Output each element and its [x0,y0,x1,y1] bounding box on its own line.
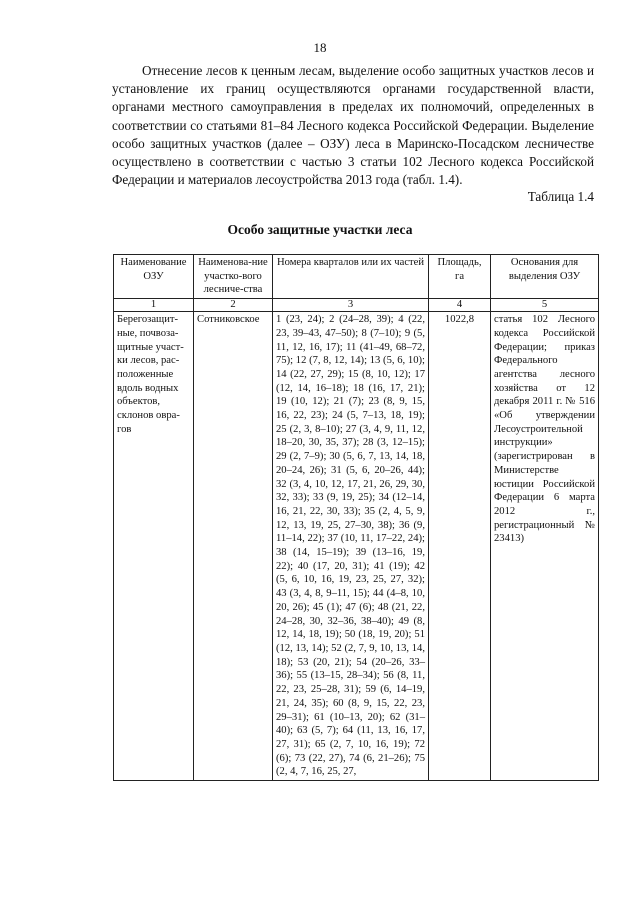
column-number: 3 [273,299,429,312]
column-number-row [114,299,599,312]
ozu-table [113,254,599,781]
cell-ozu-name: Берегозащит-ные, почвоза-щитные участ-ки лесов, рас-положенные вдоль водных объектов, склонов овра-гов [114,312,194,781]
cell-quarters: 1 (23, 24); 2 (24–28, 39); 4 (22, 23, 39–43, 47–50); 8 (7–10); 9 (5, 11, 12, 16, 17); 11 (41–49, 68–72, 75); 12 (7, 8, 12, 14); 13 (5, 6, 10); 14 (22, 27, 29); 15 (8, 10, 12); 17 (12, 14, 16–18); 18 (16, 17, 21); 19 (10, 12); 21 (7); 23 (8, 9, 15, 16, 22, 23); 24 (5, 7–13, 18, 19); 25 (2, 3, 8–10); 27 (3, 4, 9, 11, 12, 18–20, 30, 35, 37); 28 (3, 12–15); 29 (2, 7–9); 30 (5, 6, 7, 13, 14, 18, 20–24, 26); 31 (5, 6, 20–26, 44); 32 (3, 4, 10, 12, 17, 21, 26, 29, 30, 32, 33); 33 (9, 19, 25); 34 (12–14, 16, 21, 22, 30, 33); 35 (2, 4, 5, 9, 12, 13, 19, 25, 27–30, 38); 36 (9, 11–14, 22); 37 (10, 11, 17–22, 24); 38 (14, 15–19); 39 (13–16, 19, 22); 40 (17, 20, 31); 41 (19); 42 (5, 6, 10, 16, 19, 23, 25, 27, 32); 43 (3, 4, 8, 9–11, 15); 44 (4–8, 10, 20, 26); 45 (1); 47 (6); 48 (21, 22, 24–28, 30, 32–36, 38–40); 49 (8, 12, 14, 18, 19); 50 (18, 19, 20); 51 (12, 13, 14); 52 (2, 7, 9, 10, 13, 14, 18); 53 (20, 21); 54 (20–26, 33–36); 55 (13–15, 28–34); 56 (8, 11, 22, 23, 25–28, 31); 59 (6, 14–19, 21, 24, 35); 60 (8, 9, 15, 22, 23, 29–31); 61 (10–13, 20); 62 (31–40); 63 (5, 7); 64 (11, 13, 16, 17, 27, 31); 65 (2, 7, 10, 16, 19); 72 (6); 73 (22, 27), 74 (6, 21–26); 75 (2, 4, 7, 16, 25, 27, [273,312,429,781]
page-number: 18 [313,40,327,55]
table-label: Таблица 1.4 [527,189,594,204]
table-header-row [114,255,599,299]
column-number: 4 [429,299,491,312]
column-number: 2 [194,299,273,312]
header-quarters: Номера кварталов или их частей [273,255,429,299]
column-number: 1 [114,299,194,312]
table-row [114,312,599,781]
header-name: Наименование ОЗУ [114,255,194,299]
cell-area: 1022,8 [429,312,491,781]
header-district: Наименова-ние участко-вого лесниче-ства [194,255,273,299]
cell-district: Сотниковское [194,312,273,781]
header-area: Площадь, га [429,255,491,299]
cell-basis: статья 102 Лесного кодекса Российской Федерации; приказ Федерального агентства лесного хозяйства от 12 декабря 2011 г. № 516 «Об утверждении Лесоустроительной инструкции» (зарегистрирован в Министерстве юстиции Российской Федерации 6 марта 2012 г., регистрационный № 23413) [491,312,599,781]
header-basis: Основания для выделения ОЗУ [491,255,599,299]
intro-paragraph: Отнесение лесов к ценным лесам, выделение особо защитных участков лесов и установление их границ осуществляются органами государственной власти, органами местного самоуправления в пределах их полномочий, определенных в соответствии со статьями 81–84 Лесного кодекса Российской Федерации. Выделение особо защитных участков (далее – ОЗУ) леса в Маринско-Посадском лесничестве осуществлено в соответствии с частью 3 статьи 102 Лесного кодекса Российской Федерации и материалов лесоустройства 2013 года (табл. 1.4). [112,63,594,188]
table-title: Особо защитные участки леса [227,222,413,237]
column-number: 5 [491,299,599,312]
